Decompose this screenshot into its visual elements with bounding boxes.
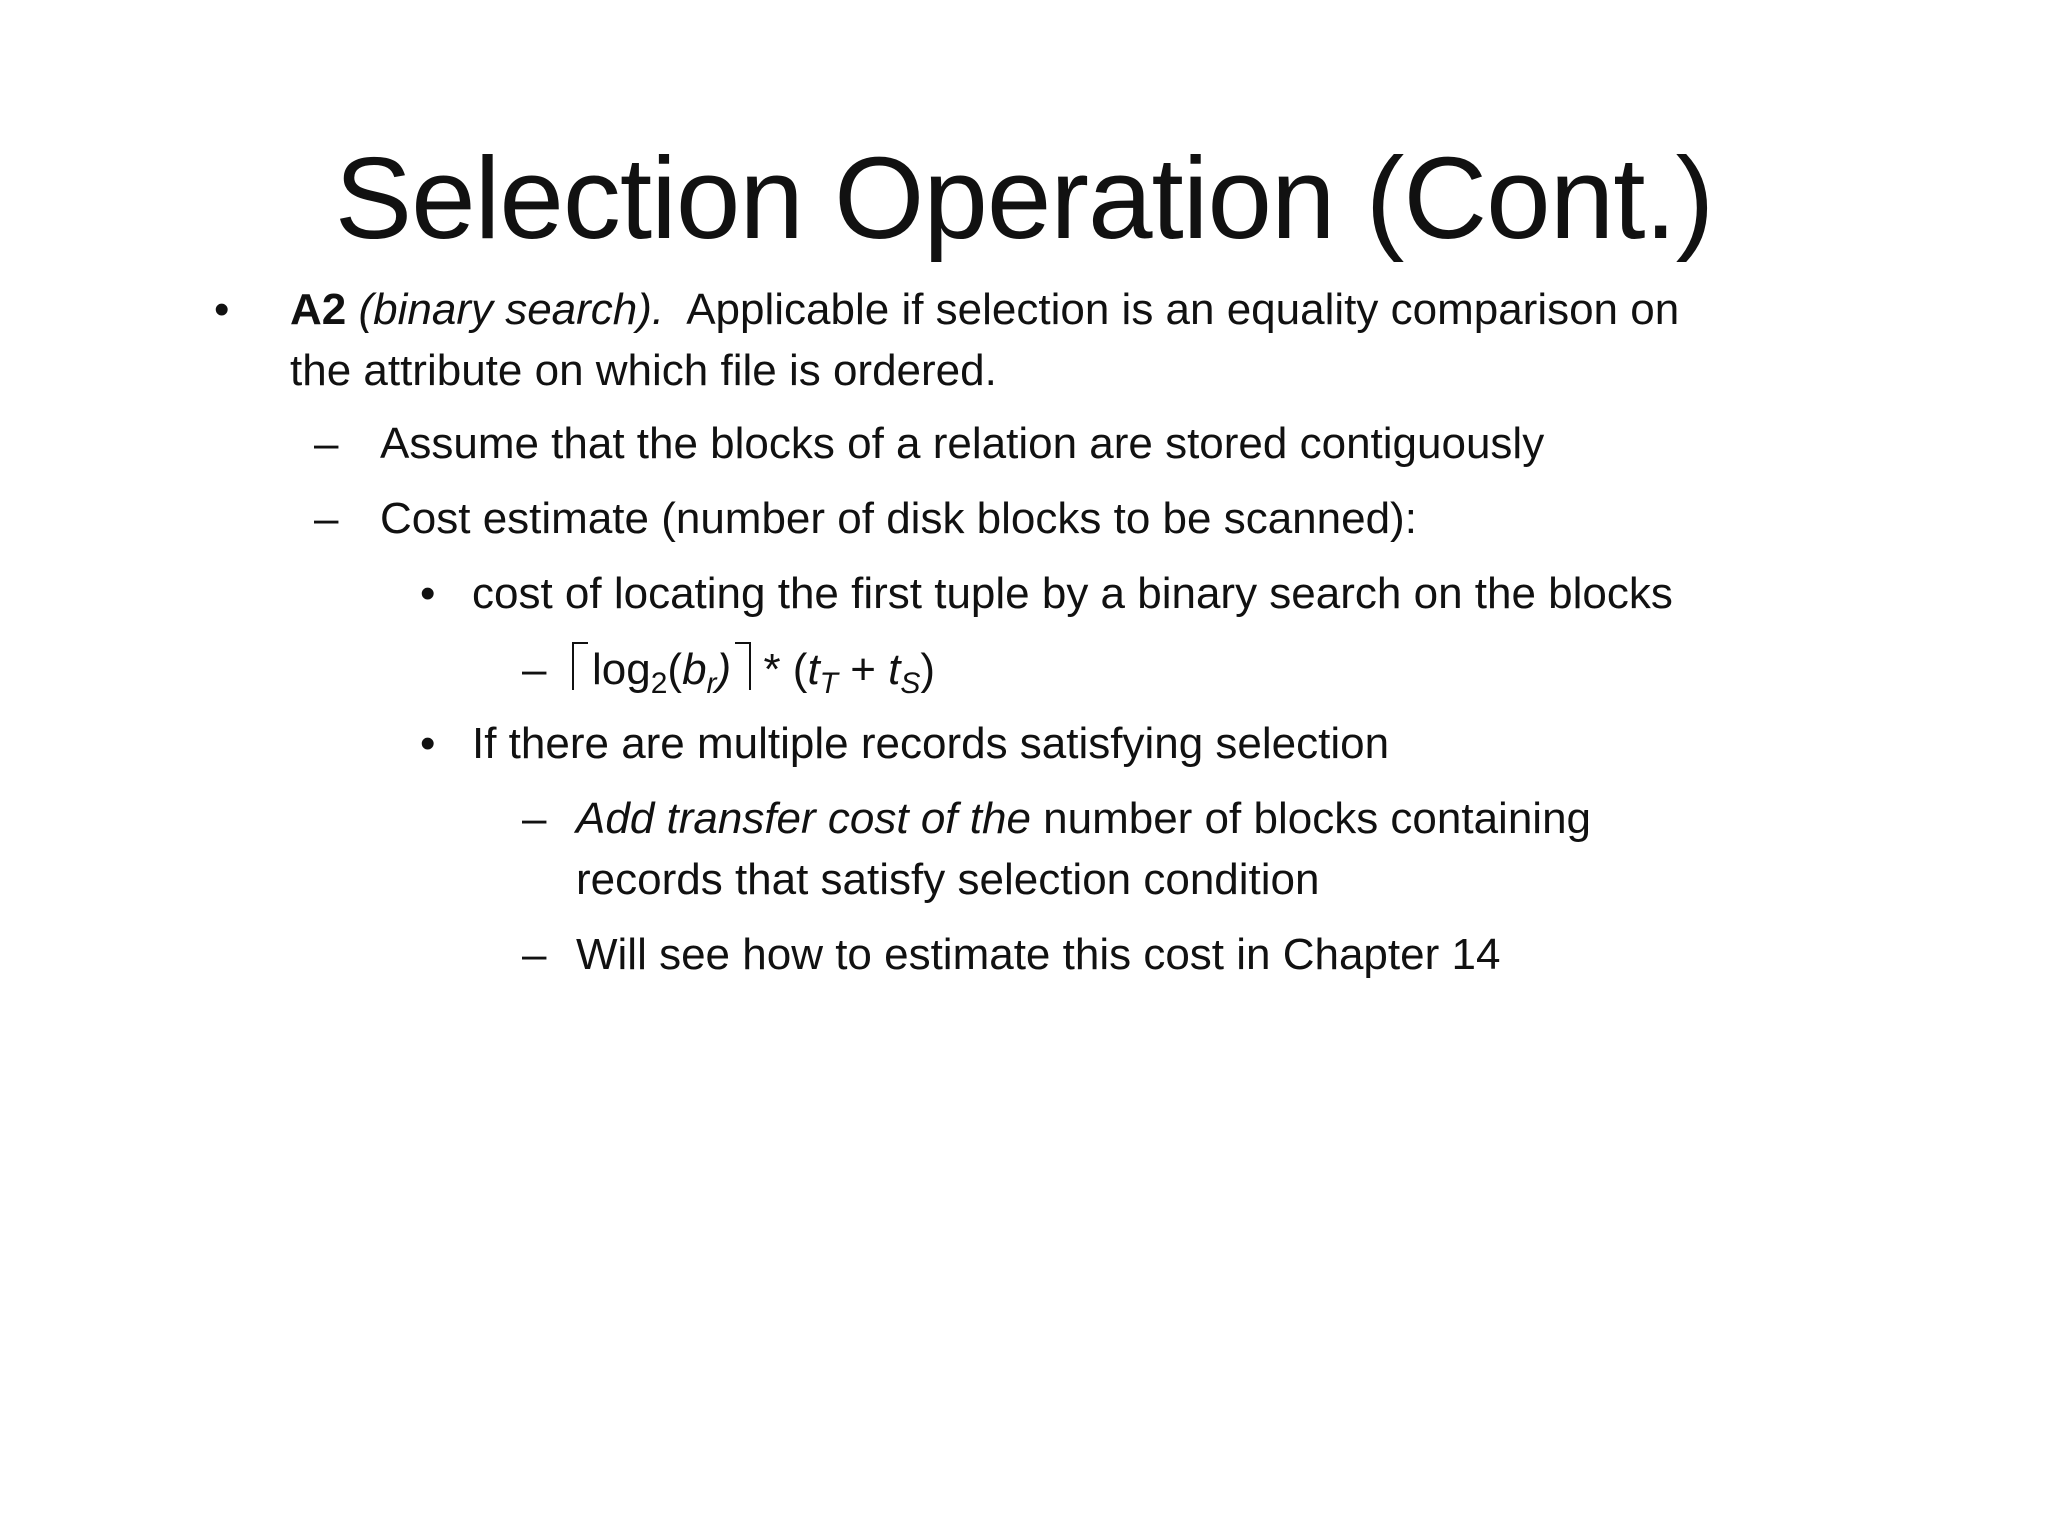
formula-times: * ( — [763, 645, 808, 694]
formula-t2: t — [888, 645, 901, 694]
formula-b-sub: r — [706, 667, 717, 700]
formula-t1: t — [807, 645, 820, 694]
dash-marker: – — [522, 930, 547, 979]
dash-marker: – — [314, 419, 339, 468]
a2-label: A2 — [290, 285, 347, 334]
formula-b: b — [682, 645, 707, 694]
formula-line — [572, 640, 935, 700]
ceiling-right-bracket — [735, 642, 751, 690]
formula-log: log — [592, 645, 651, 694]
item-will-see: Will see how to estimate this cost in Chapter 14 — [576, 930, 1501, 979]
formula-open-paren: ( — [667, 645, 683, 694]
add-transfer-rest: number of blocks containing — [1030, 794, 1592, 843]
dash-marker: – — [522, 794, 547, 843]
formula-close-paren: ) — [716, 645, 732, 694]
item-add-transfer-line1 — [576, 789, 1591, 849]
a2-text-line1: Applicable if selection is an equality comparison on — [686, 285, 1680, 334]
ceiling-left-bracket — [572, 642, 588, 690]
bullet-marker: • — [420, 719, 436, 768]
formula-t2-sub: S — [900, 667, 921, 700]
bullet-a2-line2: the attribute on which file is ordered. — [290, 346, 997, 395]
sub-sub-item-locating: cost of locating the first tuple by a binary search on the blocks — [472, 569, 1673, 618]
bullet-a2-line1 — [290, 280, 1679, 340]
slide-title: Selection Operation (Cont.) — [334, 133, 1714, 263]
a2-method: (binary search). — [358, 285, 665, 334]
sub-item-cost-estimate: Cost estimate (number of disk blocks to be scanned): — [380, 494, 1417, 543]
dash-marker: – — [314, 494, 339, 543]
sub-sub-item-multiple: If there are multiple records satisfying selection — [472, 719, 1390, 768]
dash-marker: – — [522, 645, 547, 694]
bullet-marker: • — [214, 285, 230, 334]
formula-log-base: 2 — [650, 667, 668, 700]
formula-t1-sub: T — [819, 667, 838, 700]
formula-plus: + — [838, 645, 889, 694]
add-transfer-italic: Add transfer cost of the — [576, 794, 1031, 843]
item-add-transfer-line2: records that satisfy selection condition — [576, 855, 1320, 904]
sub-item-assume: Assume that the blocks of a relation are stored contiguously — [380, 419, 1545, 468]
formula-end: ) — [920, 645, 936, 694]
bullet-marker: • — [420, 569, 436, 618]
